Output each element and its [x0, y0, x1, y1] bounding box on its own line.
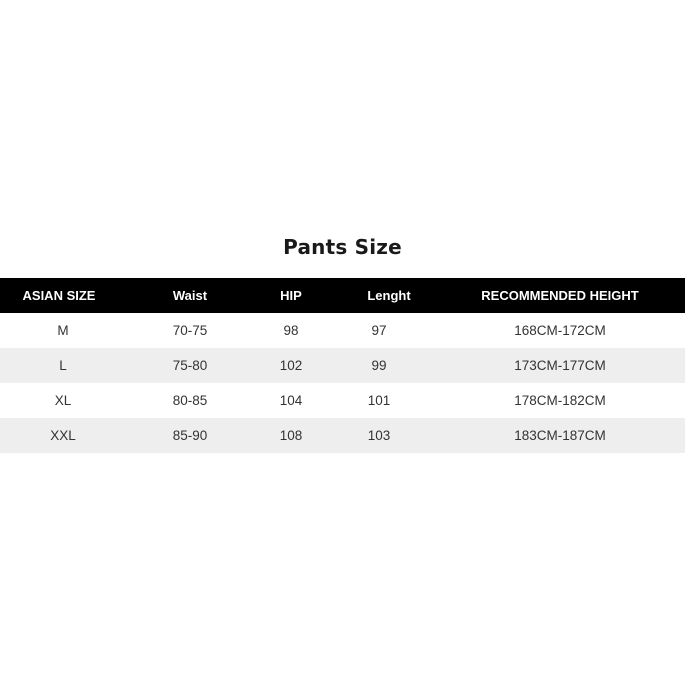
cell-size: XL	[54, 393, 72, 408]
header-recommended-height: RECOMMENDED HEIGHT	[481, 288, 639, 303]
cell-length: 99	[371, 358, 387, 373]
cell-hip: 104	[279, 393, 303, 408]
cell-waist: 75-80	[172, 358, 208, 373]
cell-height: 168CM-172CM	[514, 323, 606, 338]
cell-length: 97	[371, 323, 387, 338]
cell-size: L	[59, 358, 67, 373]
cell-hip: 108	[279, 428, 303, 443]
cell-waist: 80-85	[172, 393, 208, 408]
cell-hip: 98	[283, 323, 299, 338]
cell-waist: 70-75	[172, 323, 208, 338]
cell-length: 101	[367, 393, 391, 408]
cell-waist: 85-90	[172, 428, 208, 443]
header-hip: HIP	[280, 288, 302, 303]
size-table	[0, 278, 685, 453]
table-row	[0, 383, 685, 418]
cell-hip: 102	[279, 358, 303, 373]
table-row	[0, 313, 685, 348]
table-row	[0, 418, 685, 453]
header-waist: Waist	[172, 288, 208, 303]
table-header-row	[0, 278, 685, 313]
cell-size: XXL	[50, 428, 76, 443]
header-length: Lenght	[367, 288, 411, 303]
cell-height: 183CM-187CM	[514, 428, 606, 443]
cell-height: 173CM-177CM	[514, 358, 606, 373]
header-asian-size: ASIAN SIZE	[22, 288, 96, 303]
page-title: Pants Size	[283, 235, 402, 259]
table-row	[0, 348, 685, 383]
cell-height: 178CM-182CM	[514, 393, 606, 408]
cell-size: M	[57, 323, 69, 338]
cell-length: 103	[367, 428, 391, 443]
